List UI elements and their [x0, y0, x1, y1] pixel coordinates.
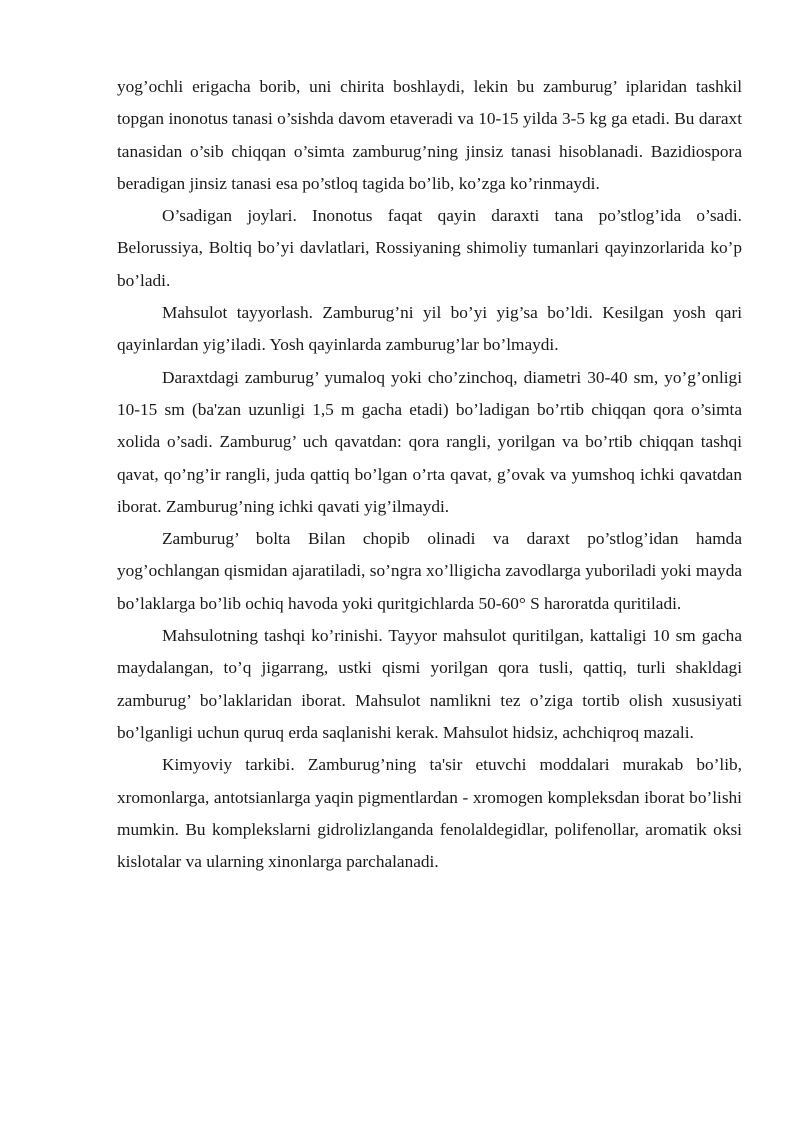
paragraph-chemical-composition: Kimyoviy tarkibi. Zamburug’ning ta'sir etuvchi moddalari murakab bo’lib, xromonlarga, antotsianlarga yaqin pigmentlardan - xromogen kompleksdan iborat bo’lishi mumkin. Bu komplekslarni gidrolizlanganda fenolaldegidlar, polifenollar, aromatik oksi kislotalar va ularning xinonlarga parchalanadi. [117, 755, 742, 872]
paragraph-growth-locations: O’sadigan joylari. Inonotus faqat qayin daraxti tana po’stlog’ida o’sadi. Belorussiya, Boltiq bo’yi davlatlari, Rossiyaning shimoliy tumanlari qayinzorlarida ko’p bo’ladi. [117, 206, 742, 290]
paragraph-appearance: Mahsulotning tashqi ko’rinishi. Tayyor mahsulot quritilgan, kattaligi 10 sm gacha maydalangan, to’q jigarrang, ustki qismi yorilgan qora tusli, qattiq, turli shakldagi zamburug’ bo’laklaridan iborat. Mahsulot namlikni tez o’ziga tortib olish xususiyati bo’lganligi uchun quruq erda saqlanishi kerak. Mahsulot hidsiz, achchiqroq mazali. [117, 626, 742, 742]
paragraph-harvesting: Mahsulot tayyorlash. Zamburug’ni yil bo’yi yig’sa bo’ldi. Kesilgan yosh qari qayinlardan yig’iladi. Yosh qayinlarda zamburug’lar bo’lmaydi. [117, 303, 742, 355]
paragraph-continuation: yog’ochli erigacha borib, uni chirita boshlaydi, lekin bu zamburug’ iplaridan tashkil topgan inonotus tanasi o’sishda davom etaveradi va 10-15 yilda 3-5 kg ga etadi. Bu daraxt tanasidan o’sib chiqqan o’simta zamburug’ning jinsiz tanasi hisoblanadi. Bazidiospora beradigan jinsiz tanasi esa po’stloq tagida bo’lib, ko’zga ko’rinmaydi. [117, 77, 742, 193]
body-text [117, 71, 742, 878]
paragraph-collection-method: Zamburug’ bolta Bilan chopib olinadi va daraxt po’stlog’idan hamda yog’ochlangan qismidan ajaratiladi, so’ngra xo’lligicha zavodlarga yuboriladi yoki mayda bo’laklarga bo’lib ochiq havoda yoki quritgichlarda 50-60° S haroratda quritiladi. [117, 529, 742, 613]
paragraph-description: Daraxtdagi zamburug’ yumaloq yoki cho’zinchoq, diametri 30-40 sm, yo’g’onligi 10-15 sm (ba'zan uzunligi 1,5 m gacha etadi) bo’ladigan bo’rtib chiqqan qora o’simta xolida o’sadi. Zamburug’ uch qavatdan: qora rangli, yorilgan va bo’rtib chiqqan tashqi qavat, qo’ng’ir rangli, juda qattiq bo’lgan o’rta qavat, g’ovak va yumshoq ichki qavatdan iborat. Zamburug’ning ichki qavati yig’ilmaydi. [117, 367, 742, 516]
